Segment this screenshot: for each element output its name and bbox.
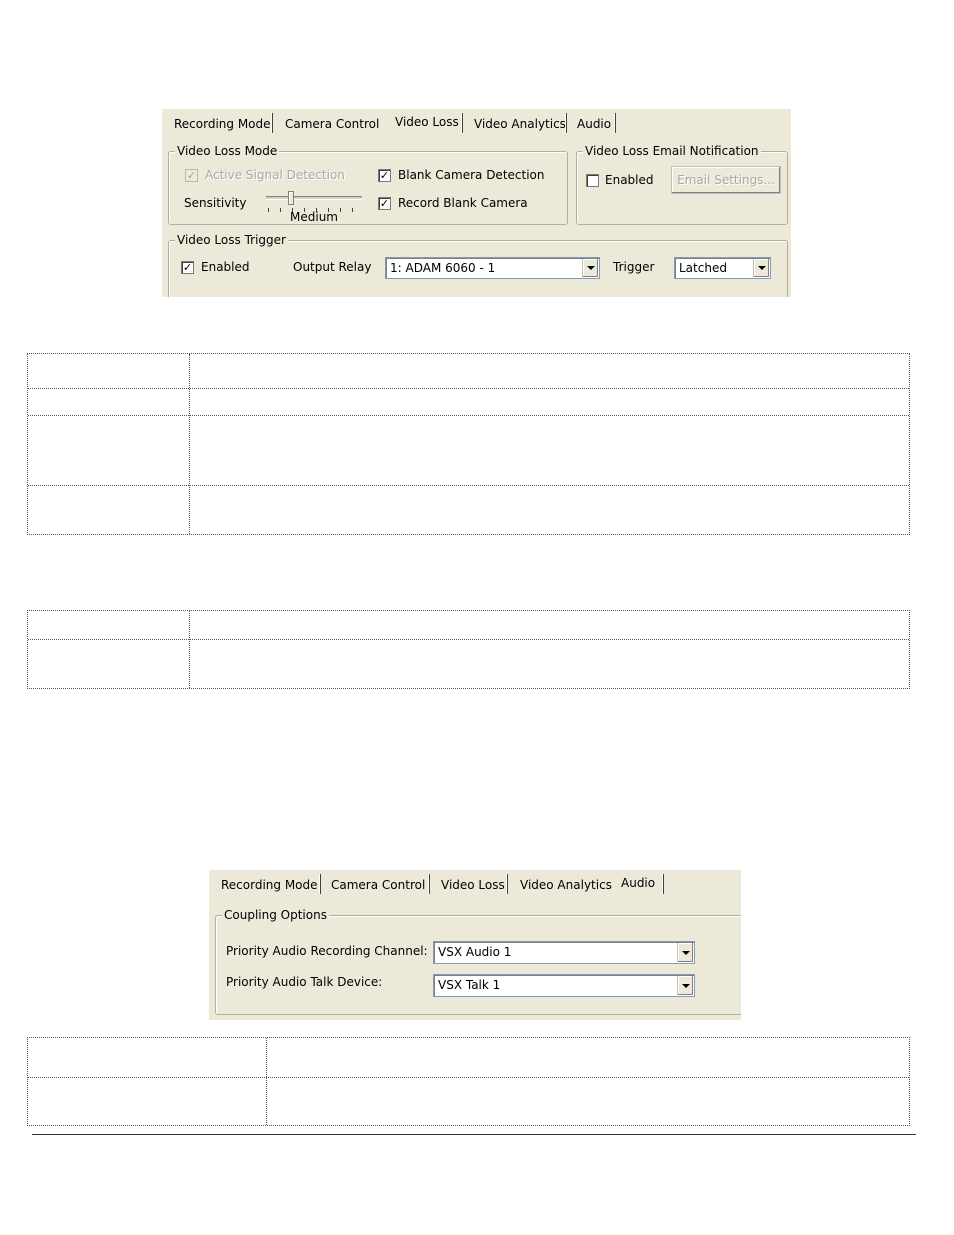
tab-separator	[461, 113, 463, 133]
tab-recording-mode[interactable]: Recording Mode	[174, 117, 271, 131]
email-enabled-checkbox[interactable]	[586, 174, 599, 187]
video-loss-mode-group	[168, 144, 568, 225]
tab-strip	[162, 109, 791, 135]
record-blank-camera-checkbox[interactable]: ✓	[379, 197, 390, 210]
tab-video-analytics[interactable]: Video Analytics	[474, 117, 566, 131]
table-column-divider	[189, 611, 190, 688]
email-notification-title: Video Loss Email Notification	[585, 144, 759, 158]
record-blank-camera-label: Record Blank Camera	[398, 196, 528, 210]
video-loss-trigger-title: Video Loss Trigger	[177, 233, 286, 247]
table-column-divider	[189, 354, 190, 534]
email-settings-button[interactable]: Email Settings...	[671, 166, 781, 194]
slider-thumb[interactable]	[288, 191, 294, 205]
tab-strip	[209, 870, 741, 896]
email-notification-group	[576, 144, 788, 225]
active-signal-detection-checkbox[interactable]: ✓	[186, 169, 197, 182]
chevron-down-icon[interactable]	[677, 976, 693, 995]
tab-audio[interactable]: Audio	[577, 117, 612, 131]
slider-tick	[352, 208, 353, 212]
video-loss-panel	[162, 109, 791, 297]
active-signal-detection-label: Active Signal Detection	[205, 168, 345, 182]
tab-separator	[565, 113, 567, 133]
output-relay-value: 1: ADAM 6060 - 1	[390, 261, 496, 275]
audio-panel	[209, 870, 741, 1020]
coupling-options-group	[215, 908, 741, 1015]
coupling-options-title: Coupling Options	[224, 908, 327, 922]
settings-table-3	[27, 1037, 910, 1126]
trigger-value: Latched	[679, 261, 727, 275]
video-loss-mode-title: Video Loss Mode	[177, 144, 278, 158]
talk-device-value: VSX Talk 1	[438, 978, 501, 992]
tab-separator	[271, 113, 273, 133]
sensitivity-value: Medium	[290, 210, 338, 224]
tab-audio[interactable]: Audio	[617, 873, 659, 894]
table-column-divider	[266, 1038, 267, 1125]
tab-video-loss[interactable]: Video Loss	[441, 878, 505, 892]
tab-camera-control[interactable]: Camera Control	[285, 117, 380, 131]
recording-channel-select[interactable]	[433, 941, 695, 964]
tab-separator	[319, 874, 321, 894]
tab-separator	[614, 113, 616, 133]
slider-tick	[268, 208, 269, 212]
table-row	[28, 388, 909, 389]
blank-camera-detection-label: Blank Camera Detection	[398, 168, 545, 182]
table-row	[28, 485, 909, 486]
output-relay-select[interactable]	[385, 257, 600, 279]
trigger-enabled-checkbox[interactable]: ✓	[182, 261, 193, 274]
output-relay-label: Output Relay	[293, 260, 372, 274]
blank-camera-detection-checkbox[interactable]: ✓	[379, 169, 390, 182]
slider-track	[266, 196, 362, 200]
tab-video-analytics[interactable]: Video Analytics	[520, 878, 612, 892]
table-row	[28, 1077, 909, 1078]
recording-channel-label: Priority Audio Recording Channel:	[226, 944, 428, 958]
slider-tick	[280, 208, 281, 212]
chevron-down-icon[interactable]	[677, 943, 693, 962]
email-enabled-label: Enabled	[605, 173, 654, 187]
tab-video-loss[interactable]: Video Loss	[391, 112, 463, 133]
tab-separator	[506, 874, 508, 894]
sensitivity-label: Sensitivity	[184, 196, 247, 210]
trigger-select[interactable]	[674, 257, 771, 279]
settings-table-2	[27, 610, 910, 689]
slider-tick	[340, 208, 341, 212]
trigger-enabled-label: Enabled	[201, 260, 250, 274]
tab-recording-mode[interactable]: Recording Mode	[221, 878, 318, 892]
tab-camera-control[interactable]: Camera Control	[331, 878, 426, 892]
chevron-down-icon[interactable]	[753, 259, 769, 277]
chevron-down-icon[interactable]	[582, 259, 598, 277]
footer-rule	[32, 1134, 916, 1135]
trigger-label: Trigger	[613, 260, 655, 274]
recording-channel-value: VSX Audio 1	[438, 945, 512, 959]
table-row	[28, 415, 909, 416]
tab-separator	[662, 874, 664, 894]
talk-device-label: Priority Audio Talk Device:	[226, 975, 383, 989]
table-row	[28, 639, 909, 640]
talk-device-select[interactable]	[433, 974, 695, 997]
settings-table-1	[27, 353, 910, 535]
video-loss-trigger-group	[168, 233, 788, 297]
tab-separator	[428, 874, 430, 894]
